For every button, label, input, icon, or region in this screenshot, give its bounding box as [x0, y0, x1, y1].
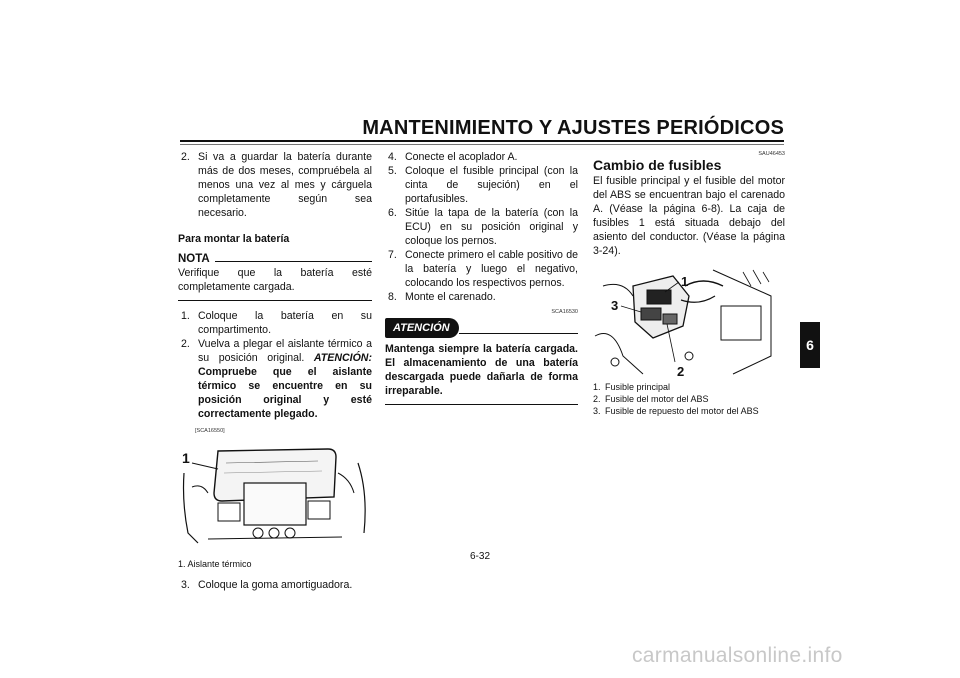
figure-label: 3 [611, 298, 619, 313]
caption-number: 3. [593, 406, 601, 416]
step-number: 3. [181, 579, 190, 591]
step-text: Coloque la goma amortiguadora. [198, 579, 353, 591]
list-item [385, 206, 578, 248]
step-text: Sitúe la tapa de la batería (con la ECU) en su posición original y coloque los pernos. [405, 207, 578, 247]
step-text: Coloque la batería en su compartimento. [198, 310, 372, 336]
reference-code: [SCA16550] [195, 428, 225, 434]
step-number: 2. [181, 338, 190, 350]
list-item [385, 150, 578, 164]
list-item [178, 309, 372, 337]
atencion-header [385, 318, 578, 338]
reference-code: SAU46453 [758, 151, 785, 157]
list-item [385, 290, 578, 304]
step-number: 8. [388, 291, 397, 303]
caption-item [593, 393, 785, 405]
column-left [178, 150, 372, 592]
atencion-text: Mantenga siempre la batería cargada. El almacenamiento de una batería descargada puede dañarla de forma irreparable. [385, 343, 578, 397]
caption-item [593, 405, 785, 417]
list-item [178, 578, 372, 592]
atencion-label: ATENCIÓN [385, 318, 459, 338]
step-number: 1. [181, 310, 190, 322]
note-end-rule [178, 300, 372, 301]
step-number: 4. [388, 151, 397, 163]
step-number: 2. [181, 151, 190, 163]
step-number: 6. [388, 207, 397, 219]
watermark: carmanualsonline.info [632, 644, 843, 667]
steps-list [385, 150, 578, 304]
fuse-illustration [593, 266, 773, 378]
atencion-rule [459, 333, 578, 334]
note-header [178, 252, 372, 266]
column-right [593, 150, 785, 417]
step-number: 7. [388, 249, 397, 261]
list-item [178, 337, 372, 421]
note-rule [215, 261, 372, 262]
figure-heat-insulator [178, 443, 372, 555]
step-text: Vuelva a plegar el aislante térmico a su posición original. [198, 338, 372, 364]
step-text: Si va a guardar la batería durante más de dos meses, compruébela al menos una vez al mes y cárguela completamente según sea necesario. [198, 151, 372, 219]
caption-number: 2. [593, 394, 601, 404]
step-text: Conecte primero el cable positivo de la batería y luego el negativo, colocando los respectivos pernos. [405, 249, 578, 289]
caption-text: Fusible del motor del ABS [605, 394, 709, 404]
list-item [385, 164, 578, 206]
atencion-end-rule [385, 404, 578, 405]
step-text: Coloque el fusible principal (con la cinta de sujeción) en el portafusibles. [405, 165, 578, 205]
header-rule-thin [180, 144, 784, 145]
caption-item [593, 381, 785, 393]
caption-text: Fusible principal [605, 382, 671, 392]
battery-illustration [178, 443, 372, 555]
section-body: El fusible principal y el fusible del motor del ABS se encuentran bajo el carenado A. (Véase la página 6-8). La caja de fusibles 1 está situada debajo del asiento del conductor. (Véase la página 3-24). [593, 175, 785, 257]
figure-label: 1 [182, 450, 190, 466]
step-text-group [198, 337, 372, 421]
caution-label: ATENCIÓN: [313, 352, 372, 364]
figure-caption-list [593, 381, 785, 417]
column-middle [385, 150, 578, 405]
page-number: 6-32 [469, 551, 490, 562]
caution-text: Compruebe que el aislante térmico se encuentre en su posición original y esté correctamente plegado. [198, 366, 372, 420]
step-text: Conecte el acoplador A. [405, 151, 518, 163]
note-label: NOTA [178, 253, 210, 265]
figure-fuses [593, 266, 785, 378]
caption-number: 1. [593, 382, 601, 392]
list-item [385, 248, 578, 290]
step-number: 5. [388, 165, 397, 177]
chapter-tab: 6 [800, 322, 820, 368]
caption-text: Fusible de repuesto del motor del ABS [605, 406, 759, 416]
note-text: Verifique que la batería esté completamente cargada. [178, 267, 372, 293]
subheading: Para montar la batería [178, 233, 290, 245]
step-text: Monte el carenado. [405, 291, 496, 303]
list-item [178, 150, 372, 220]
reference-code: SCA16530 [551, 309, 578, 315]
section-title: Cambio de fusibles [593, 157, 722, 173]
figure-label: 1 [681, 274, 689, 289]
figure-label: 2 [677, 364, 685, 378]
page-title: MANTENIMIENTO Y AJUSTES PERIÓDICOS [362, 117, 784, 139]
header-rule [180, 140, 784, 142]
figure-caption: 1. Aislante térmico [178, 559, 252, 569]
